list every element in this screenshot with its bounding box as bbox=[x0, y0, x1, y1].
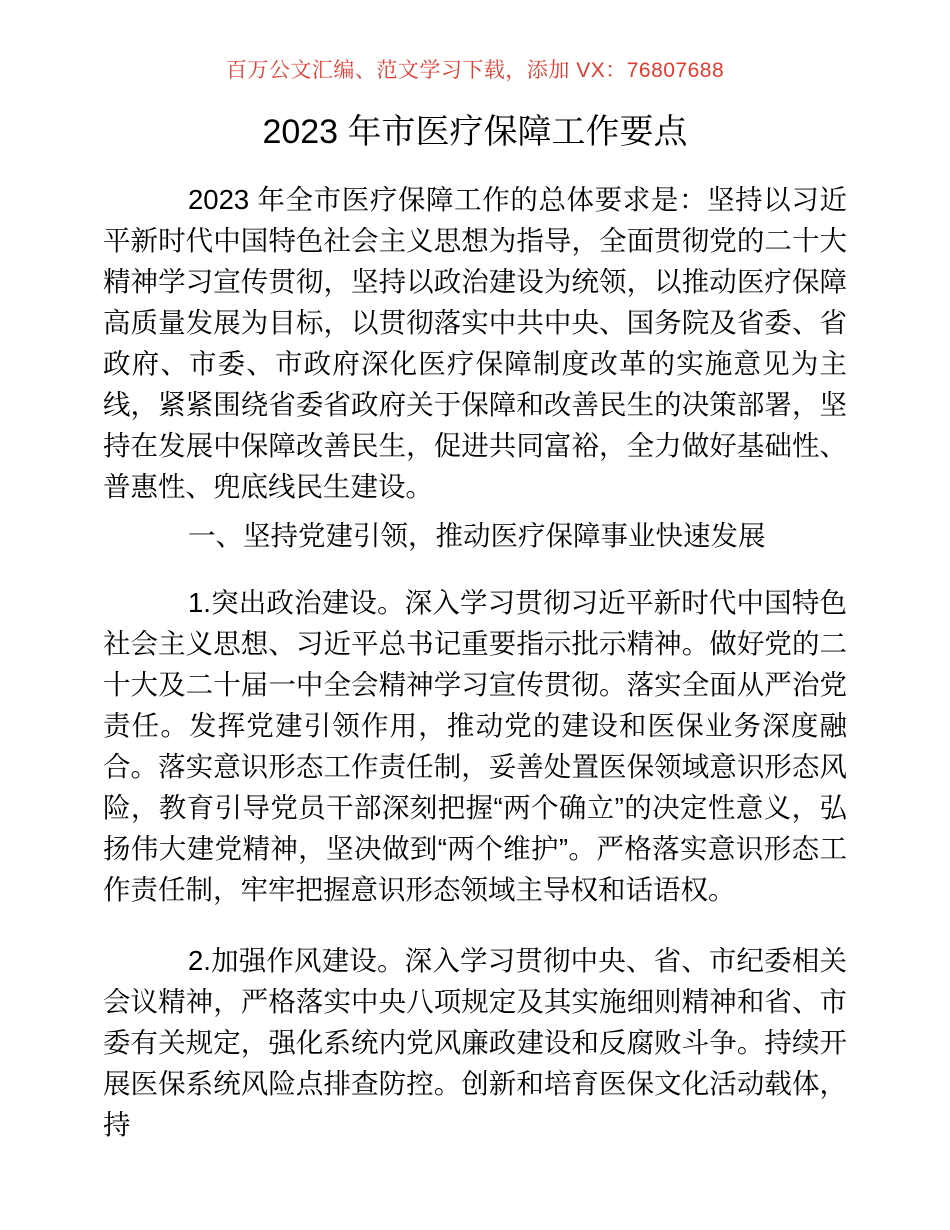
doc-body bbox=[103, 179, 847, 1145]
doc-paragraph-intro: 2023 年全市医疗保障工作的总体要求是：坚持以习近平新时代中国特色社会主义思想为指导，全面贯彻党的二十大精神学习宣传贯彻，坚持以政治建设为统领，以推动医疗保障高质量发展为目标，以贯彻落实中共中央、国务院及省委、省政府、市委、市政府深化医疗保障制度改革的实施意见为主线，紧紧围绕省委省政府关于保障和改善民生的决策部署，坚持在发展中保障改善民生，促进共同富裕，全力做好基础性、普惠性、兜底线民生建设。 bbox=[103, 183, 847, 502]
header-promo-notice: 百万公文汇编、范文学习下载，添加 VX：76807688 bbox=[225, 59, 725, 82]
doc-paragraph-item-1: 1.突出政治建设。深入学习贯彻习近平新时代中国特色社会主义思想、习近平总书记重要指示批示精神。做好党的二十大及二十届一中全会精神学习宣传贯彻。落实全面从严治党责任。发挥党建引领作用，推动党的建设和医保业务深度融合。落实意识形态工作责任制，妥善处置医保领域意识形态风险，教育引导党员干部深刻把握“两个确立”的决定性意义，弘扬伟大建党精神，坚决做到“两个维护”。严格落实意识形态工作责任制，牢牢把握意识形态领域主导权和话语权。 bbox=[103, 586, 847, 905]
doc-title: 2023 年市医疗保障工作要点 bbox=[262, 113, 688, 151]
section-heading-1: 一、坚持党建引领，推动医疗保障事业快速发展 bbox=[188, 519, 766, 551]
doc-paragraph-item-2: 2.加强作风建设。深入学习贯彻中央、省、市纪委相关会议精神，严格落实中央八项规定及其实施细则精神和省、市委有关规定，强化系统内党风廉政建设和反腐败斗争。持续开展医保系统风险点排查防控。创新和培育医保文化活动载体，持 bbox=[103, 944, 847, 1140]
